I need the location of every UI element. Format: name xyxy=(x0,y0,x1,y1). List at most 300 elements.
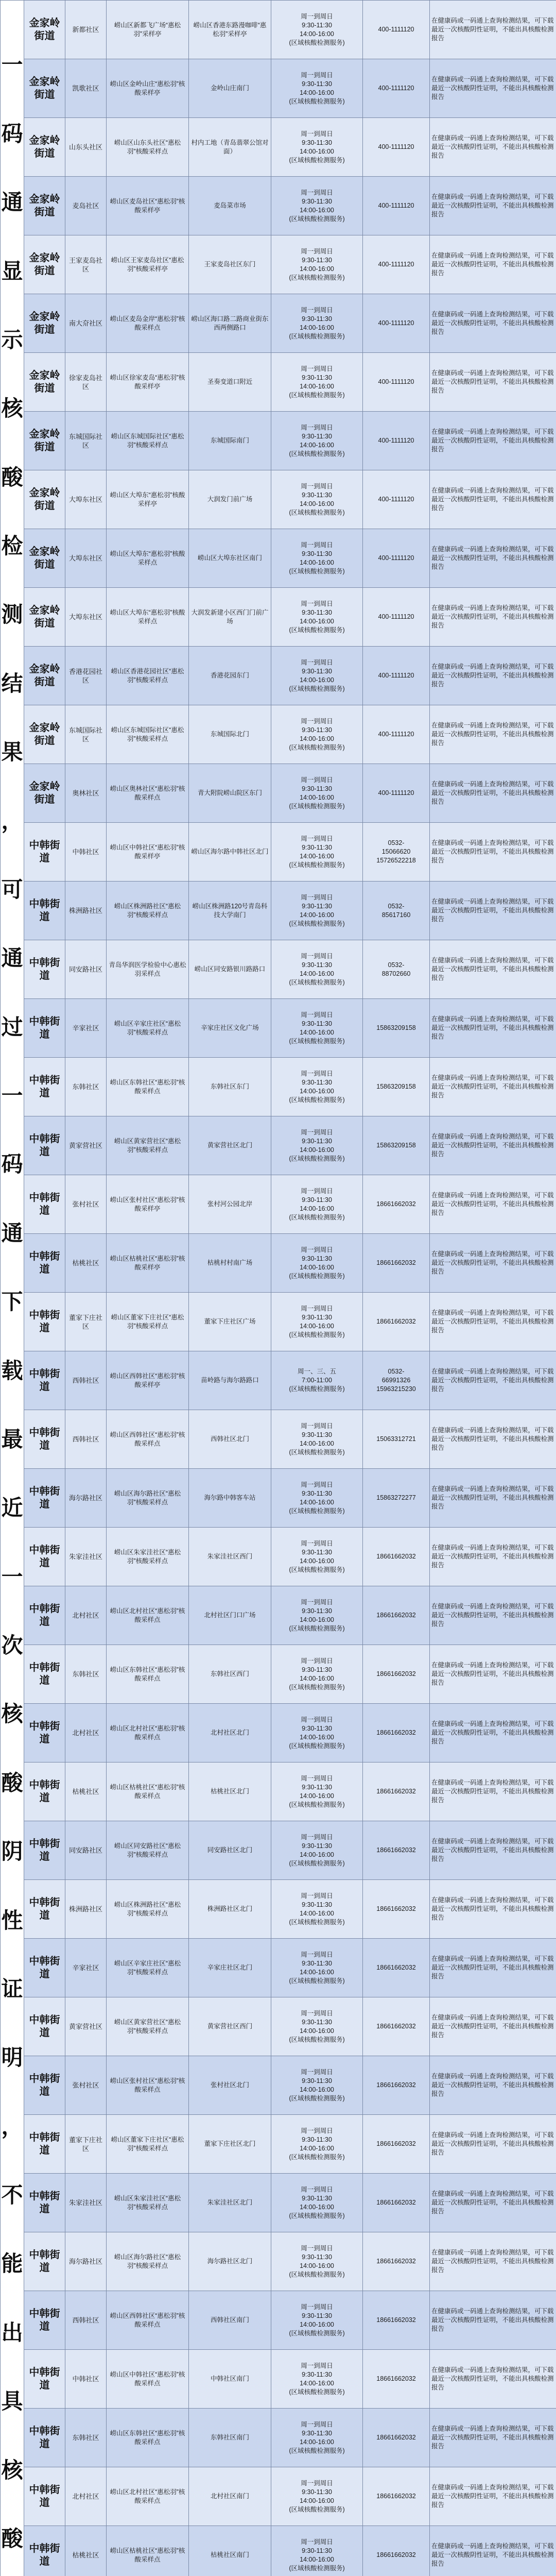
phone-cell: 400-1111120 xyxy=(363,764,430,823)
time-cell: 周一到周日 9:30-11:30 14:00-16:00 (区域核酸检测服务) xyxy=(271,1762,363,1821)
time-cell: 周一到周日 9:30-11:30 14:00-16:00 (区域核酸检测服务) xyxy=(271,1880,363,1939)
phone-cell: 400-1111120 xyxy=(363,118,430,177)
phone-cell: 400-1111120 xyxy=(363,588,430,647)
table-row xyxy=(1,1939,556,1997)
address-cell: 崂山区东城国际社区“惠松羽”核酸采样点 xyxy=(107,412,189,470)
note-cell: 在健康码或一码通上查询检测结果，可下载最近一次核酸阴性证明，不能出具核酸检测报告 xyxy=(430,235,556,294)
location-cell: 同安路社区北门 xyxy=(189,1821,271,1880)
address-cell: 崂山区西韩社区“惠松羽”核酸采样点 xyxy=(107,2291,189,2350)
side-banner-char: 码 xyxy=(1,121,23,146)
phone-cell: 400-1111120 xyxy=(363,705,430,764)
location-cell: 朱家洼社区北门 xyxy=(189,2174,271,2232)
location-cell: 中韩社区南门 xyxy=(189,2350,271,2409)
phone-cell: 400-1111120 xyxy=(363,235,430,294)
phone-cell: 18661662032 xyxy=(363,2350,430,2409)
street-cell: 中韩街道 xyxy=(24,2350,65,2409)
note-cell: 在健康码或一码通上查询检测结果，可下载最近一次核酸阴性证明，不能出具核酸检测报告 xyxy=(430,1,556,59)
street-cell: 中韩街道 xyxy=(24,2232,65,2291)
phone-cell: 18661662032 xyxy=(363,1528,430,1586)
note-cell: 在健康码或一码通上查询检测结果，可下载最近一次核酸阴性证明，不能出具核酸检测报告 xyxy=(430,1704,556,1762)
time-cell: 周一到周日 9:30-11:30 14:00-16:00 (区域核酸检测服务) xyxy=(271,1293,363,1351)
location-cell: 崂山区同安路银川路路口 xyxy=(189,940,271,999)
note-cell: 在健康码或一码通上查询检测结果，可下载最近一次核酸阴性证明，不能出具核酸检测报告 xyxy=(430,823,556,882)
community-cell: 南大夼社区 xyxy=(65,294,107,353)
side-banner-char: 通 xyxy=(1,945,23,971)
location-cell: 苗岭路与海尔路路口 xyxy=(189,1351,271,1410)
side-banner-char: 一 xyxy=(1,52,23,78)
community-cell: 北村社区 xyxy=(65,1704,107,1762)
address-cell: 崂山区王家麦岛社区“惠松羽”核酸采样亭 xyxy=(107,235,189,294)
location-cell: 枯桃社区北门 xyxy=(189,1762,271,1821)
location-cell: 村内工地（青岛翡翠公馆对面） xyxy=(189,118,271,177)
community-cell: 董家下庄社区 xyxy=(65,1293,107,1351)
location-cell: 东韩社区南门 xyxy=(189,2409,271,2467)
note-cell: 在健康码或一码通上查询检测结果，可下载最近一次核酸阴性证明，不能出具核酸检测报告 xyxy=(430,2409,556,2467)
phone-cell: 18661662032 xyxy=(363,1880,430,1939)
street-cell: 中韩街道 xyxy=(24,2291,65,2350)
table-row xyxy=(1,1116,556,1175)
street-cell: 中韩街道 xyxy=(24,1175,65,1234)
street-cell: 金家岭街道 xyxy=(24,118,65,177)
street-cell: 中韩街道 xyxy=(24,1821,65,1880)
street-cell: 金家岭街道 xyxy=(24,764,65,823)
street-cell: 中韩街道 xyxy=(24,1293,65,1351)
address-cell: 崂山区海尔路社区“惠松羽”核酸采样点 xyxy=(107,2232,189,2291)
address-cell: 崂山区中韩社区“惠松羽”核酸采样亭 xyxy=(107,823,189,882)
address-cell: 崂山区奥林社区“惠松羽”核酸采样点 xyxy=(107,764,189,823)
address-cell: 崂山区北村社区“惠松羽”核酸采样点 xyxy=(107,1586,189,1645)
table-row xyxy=(1,235,556,294)
table-row xyxy=(1,2409,556,2467)
address-cell: 崂山区董家下庄社区“惠松羽”核酸采样点 xyxy=(107,1293,189,1351)
street-cell: 金家岭街道 xyxy=(24,1,65,59)
time-cell: 周一到周日 9:30-11:30 14:00-16:00 (区域核酸检测服务) xyxy=(271,294,363,353)
side-banner-char: 能 xyxy=(1,2251,23,2277)
time-cell: 周一到周日 9:30-11:30 14:00-16:00 (区域核酸检测服务) xyxy=(271,470,363,529)
table-row xyxy=(1,294,556,353)
street-cell: 中韩街道 xyxy=(24,1880,65,1939)
street-cell: 中韩街道 xyxy=(24,1762,65,1821)
address-cell: 青岛华润医学检验中心惠松羽采样点 xyxy=(107,940,189,999)
side-banner-char: ， xyxy=(1,808,23,834)
table-row xyxy=(1,1762,556,1821)
table-row xyxy=(1,177,556,235)
time-cell: 周一到周日 9:30-11:30 14:00-16:00 (区域核酸检测服务) xyxy=(271,1116,363,1175)
table-row xyxy=(1,940,556,999)
community-cell: 朱家洼社区 xyxy=(65,1528,107,1586)
community-cell: 东韩社区 xyxy=(65,2409,107,2467)
note-cell: 在健康码或一码通上查询检测结果，可下载最近一次核酸阴性证明，不能出具核酸检测报告 xyxy=(430,1351,556,1410)
note-cell: 在健康码或一码通上查询检测结果，可下载最近一次核酸阴性证明，不能出具核酸检测报告 xyxy=(430,588,556,647)
street-cell: 中韩街道 xyxy=(24,1939,65,1997)
street-cell: 金家岭街道 xyxy=(24,588,65,647)
table-row xyxy=(1,1821,556,1880)
address-cell: 崂山区朱家洼社区“惠松羽”核酸采样点 xyxy=(107,1528,189,1586)
location-cell: 崂山区海尔路中韩社区北门 xyxy=(189,823,271,882)
location-cell: 东城国际北门 xyxy=(189,705,271,764)
table-row xyxy=(1,1704,556,1762)
time-cell: 周一到周日 9:30-11:30 14:00-16:00 (区域核酸检测服务) xyxy=(271,823,363,882)
address-cell: 崂山区麦岛金岸“惠松羽”核酸采样点 xyxy=(107,294,189,353)
street-cell: 中韩街道 xyxy=(24,1645,65,1704)
time-cell: 周一到周日 9:30-11:30 14:00-16:00 (区域核酸检测服务) xyxy=(271,59,363,118)
note-cell: 在健康码或一码通上查询检测结果，可下载最近一次核酸阴性证明，不能出具核酸检测报告 xyxy=(430,2174,556,2232)
time-cell: 周一到周日 9:30-11:30 14:00-16:00 (区域核酸检测服务) xyxy=(271,118,363,177)
address-cell: 崂山区山东头社区“惠松羽”核酸采样点 xyxy=(107,118,189,177)
community-cell: 徐家麦岛社区 xyxy=(65,353,107,412)
side-banner-char: 近 xyxy=(1,1495,23,1521)
community-cell: 北村社区 xyxy=(65,1586,107,1645)
time-cell: 周一到周日 9:30-11:30 14:00-16:00 (区域核酸检测服务) xyxy=(271,2174,363,2232)
community-cell: 中韩社区 xyxy=(65,823,107,882)
time-cell: 周一到周日 9:30-11:30 14:00-16:00 (区域核酸检测服务) xyxy=(271,999,363,1058)
street-cell: 中韩街道 xyxy=(24,2056,65,2115)
table-row xyxy=(1,2056,556,2115)
note-cell: 在健康码或一码通上查询检测结果，可下载最近一次核酸阴性证明，不能出具核酸检测报告 xyxy=(430,177,556,235)
time-cell: 周一到周日 9:30-11:30 14:00-16:00 (区域核酸检测服务) xyxy=(271,2291,363,2350)
note-cell: 在健康码或一码通上查询检测结果，可下载最近一次核酸阴性证明，不能出具核酸检测报告 xyxy=(430,2056,556,2115)
note-cell: 在健康码或一码通上查询检测结果，可下载最近一次核酸阴性证明，不能出具核酸检测报告 xyxy=(430,1645,556,1704)
phone-cell: 18661662032 xyxy=(363,1997,430,2056)
note-cell: 在健康码或一码通上查询检测结果，可下载最近一次核酸阴性证明，不能出具核酸检测报告 xyxy=(430,1939,556,1997)
note-cell: 在健康码或一码通上查询检测结果，可下载最近一次核酸阴性证明，不能出具核酸检测报告 xyxy=(430,1469,556,1528)
street-cell: 金家岭街道 xyxy=(24,353,65,412)
community-cell: 辛家社区 xyxy=(65,999,107,1058)
note-cell: 在健康码或一码通上查询检测结果，可下载最近一次核酸阴性证明，不能出具核酸检测报告 xyxy=(430,1586,556,1645)
street-cell: 中韩街道 xyxy=(24,2115,65,2174)
side-banner-char: 核 xyxy=(1,396,23,421)
community-cell: 同安路社区 xyxy=(65,1821,107,1880)
table-row xyxy=(1,1,556,59)
table-row xyxy=(1,353,556,412)
table-row xyxy=(1,470,556,529)
community-cell: 香港花园社区 xyxy=(65,647,107,705)
community-cell: 新都社区 xyxy=(65,1,107,59)
community-cell: 海尔路社区 xyxy=(65,1469,107,1528)
community-cell: 东城国际社区 xyxy=(65,412,107,470)
side-banner-char: 出 xyxy=(1,2319,23,2345)
address-cell: 崂山区北村社区“惠松羽”核酸采样点 xyxy=(107,2467,189,2526)
note-cell: 在健康码或一码通上查询检测结果，可下载最近一次核酸阴性证明，不能出具核酸检测报告 xyxy=(430,529,556,588)
phone-cell: 15863272277 xyxy=(363,1469,430,1528)
side-banner-char: 核 xyxy=(1,2457,23,2483)
phone-cell: 18661662032 xyxy=(363,2174,430,2232)
table-row xyxy=(1,2467,556,2526)
street-cell: 金家岭街道 xyxy=(24,705,65,764)
street-cell: 金家岭街道 xyxy=(24,59,65,118)
side-banner-char: 酸 xyxy=(1,2526,23,2551)
note-cell: 在健康码或一码通上查询检测结果，可下载最近一次核酸阴性证明，不能出具核酸检测报告 xyxy=(430,2467,556,2526)
street-cell: 金家岭街道 xyxy=(24,470,65,529)
street-cell: 金家岭街道 xyxy=(24,412,65,470)
street-cell: 中韩街道 xyxy=(24,1351,65,1410)
address-cell: 崂山区西韩社区“惠松羽”核酸采样点 xyxy=(107,1410,189,1469)
street-cell: 中韩街道 xyxy=(24,2467,65,2526)
address-cell: 崂山区大埠东“惠松羽”核酸采样点 xyxy=(107,588,189,647)
community-cell: 西韩社区 xyxy=(65,1351,107,1410)
time-cell: 周一到周日 9:30-11:30 14:00-16:00 (区域核酸检测服务) xyxy=(271,353,363,412)
community-cell: 董家下庄社区 xyxy=(65,2115,107,2174)
side-banner-char: 证 xyxy=(1,1976,23,2002)
note-cell: 在健康码或一码通上查询检测结果，可下载最近一次核酸阴性证明，不能出具核酸检测报告 xyxy=(430,353,556,412)
street-cell: 中韩街道 xyxy=(24,2174,65,2232)
time-cell: 周一到周日 9:30-11:30 14:00-16:00 (区域核酸检测服务) xyxy=(271,1058,363,1116)
street-cell: 金家岭街道 xyxy=(24,294,65,353)
side-banner-char: 明 xyxy=(1,2045,23,2071)
phone-cell: 0532- 15066620 15726522218 xyxy=(363,823,430,882)
time-cell: 周一到周日 9:30-11:30 14:00-16:00 (区域核酸检测服务) xyxy=(271,1586,363,1645)
note-cell: 在健康码或一码通上查询检测结果，可下载最近一次核酸阴性证明，不能出具核酸检测报告 xyxy=(430,1997,556,2056)
community-cell: 大埠东社区 xyxy=(65,470,107,529)
address-cell: 崂山区海尔路社区“惠松羽”核酸采样点 xyxy=(107,1469,189,1528)
time-cell: 周一到周日 9:30-11:30 14:00-16:00 (区域核酸检测服务) xyxy=(271,1645,363,1704)
street-cell: 中韩街道 xyxy=(24,1997,65,2056)
phone-cell: 18661662032 xyxy=(363,1645,430,1704)
note-cell: 在健康码或一码通上查询检测结果，可下载最近一次核酸阴性证明，不能出具核酸检测报告 xyxy=(430,1880,556,1939)
note-cell: 在健康码或一码通上查询检测结果，可下载最近一次核酸阴性证明，不能出具核酸检测报告 xyxy=(430,1234,556,1293)
time-cell: 周一到周日 9:30-11:30 14:00-16:00 (区域核酸检测服务) xyxy=(271,2115,363,2174)
time-cell: 周一到周日 9:30-11:30 14:00-16:00 (区域核酸检测服务) xyxy=(271,2232,363,2291)
side-banner-char: 酸 xyxy=(1,464,23,490)
location-cell: 东城国际南门 xyxy=(189,412,271,470)
community-cell: 王家麦岛社区 xyxy=(65,235,107,294)
note-cell: 在健康码或一码通上查询检测结果，可下载最近一次核酸阴性证明，不能出具核酸检测报告 xyxy=(430,2291,556,2350)
note-cell: 在健康码或一码通上查询检测结果，可下载最近一次核酸阴性证明，不能出具核酸检测报告 xyxy=(430,999,556,1058)
side-banner-char: 示 xyxy=(1,327,23,352)
side-banner-char: 下 xyxy=(1,1289,23,1315)
note-cell: 在健康码或一码通上查询检测结果，可下载最近一次核酸阴性证明，不能出具核酸检测报告 xyxy=(430,294,556,353)
side-banner-char: 显 xyxy=(1,258,23,284)
location-cell: 崂山区株洲路120号青岛科技大学南门 xyxy=(189,882,271,940)
phone-cell: 18661662032 xyxy=(363,2291,430,2350)
location-cell: 枯桃村村南广场 xyxy=(189,1234,271,1293)
community-cell: 海尔路社区 xyxy=(65,2232,107,2291)
street-cell: 中韩街道 xyxy=(24,1469,65,1528)
table-row xyxy=(1,882,556,940)
table-row xyxy=(1,2174,556,2232)
location-cell: 麦岛菜市场 xyxy=(189,177,271,235)
table-row xyxy=(1,1058,556,1116)
community-cell: 张村社区 xyxy=(65,2056,107,2115)
time-cell: 周一到周日 9:30-11:30 14:00-16:00 (区域核酸检测服务) xyxy=(271,1234,363,1293)
community-cell: 同安路社区 xyxy=(65,940,107,999)
street-cell: 金家岭街道 xyxy=(24,647,65,705)
time-cell: 周一到周日 9:30-11:30 14:00-16:00 (区域核酸检测服务) xyxy=(271,647,363,705)
table-row xyxy=(1,647,556,705)
street-cell: 中韩街道 xyxy=(24,1058,65,1116)
note-cell: 在健康码或一码通上查询检测结果，可下载最近一次核酸阴性证明，不能出具核酸检测报告 xyxy=(430,1116,556,1175)
table-row xyxy=(1,1234,556,1293)
time-cell: 周一到周日 9:30-11:30 14:00-16:00 (区域核酸检测服务) xyxy=(271,2409,363,2467)
phone-cell: 15063312721 xyxy=(363,1410,430,1469)
community-cell: 大埠东社区 xyxy=(65,529,107,588)
table-row xyxy=(1,705,556,764)
community-cell: 北村社区 xyxy=(65,2467,107,2526)
table-row xyxy=(1,2291,556,2350)
side-banner-char: 性 xyxy=(1,1907,23,1933)
street-cell: 中韩街道 xyxy=(24,1528,65,1586)
note-cell: 在健康码或一码通上查询检测结果，可下载最近一次核酸阴性证明，不能出具核酸检测报告 xyxy=(430,59,556,118)
phone-cell: 400-1111120 xyxy=(363,294,430,353)
note-cell: 在健康码或一码通上查询检测结果，可下载最近一次核酸阴性证明，不能出具核酸检测报告 xyxy=(430,764,556,823)
street-cell: 金家岭街道 xyxy=(24,177,65,235)
location-cell: 黄家营社区西门 xyxy=(189,1997,271,2056)
note-cell: 在健康码或一码通上查询检测结果，可下载最近一次核酸阴性证明，不能出具核酸检测报告 xyxy=(430,1762,556,1821)
time-cell: 周一到周日 9:30-11:30 14:00-16:00 (区域核酸检测服务) xyxy=(271,1175,363,1234)
phone-cell: 18661662032 xyxy=(363,1939,430,1997)
street-cell: 中韩街道 xyxy=(24,1116,65,1175)
table-row xyxy=(1,1880,556,1939)
side-banner-char: ， xyxy=(1,2113,23,2139)
location-cell: 海尔路社区北门 xyxy=(189,2232,271,2291)
location-cell: 枯桃社区南门 xyxy=(189,2526,271,2576)
community-cell: 黄家营社区 xyxy=(65,1116,107,1175)
time-cell: 周一到周日 9:30-11:30 14:00-16:00 (区域核酸检测服务) xyxy=(271,1997,363,2056)
street-cell: 中韩街道 xyxy=(24,2409,65,2467)
community-cell: 枯桃社区 xyxy=(65,2526,107,2576)
table-row xyxy=(1,588,556,647)
note-cell: 在健康码或一码通上查询检测结果，可下载最近一次核酸阴性证明，不能出具核酸检测报告 xyxy=(430,1058,556,1116)
address-cell: 崂山区张村社区“惠松羽”核酸采样点 xyxy=(107,2056,189,2115)
location-cell: 董家下庄社区北门 xyxy=(189,2115,271,2174)
phone-cell: 18661662032 xyxy=(363,2115,430,2174)
time-cell: 周一到周日 9:30-11:30 14:00-16:00 (区域核酸检测服务) xyxy=(271,412,363,470)
location-cell: 青大附院崂山院区东门 xyxy=(189,764,271,823)
side-banner-char: 过 xyxy=(1,1014,23,1040)
time-cell: 周一到周日 9:30-11:30 14:00-16:00 (区域核酸检测服务) xyxy=(271,1704,363,1762)
location-cell: 辛家庄社区北门 xyxy=(189,1939,271,1997)
note-cell: 在健康码或一码通上查询检测结果，可下载最近一次核酸阴性证明，不能出具核酸检测报告 xyxy=(430,1293,556,1351)
address-cell: 崂山区枯桃社区“惠松羽”核酸采样点 xyxy=(107,2526,189,2576)
table-row xyxy=(1,1997,556,2056)
table-row xyxy=(1,2115,556,2174)
location-cell: 香港花园东门 xyxy=(189,647,271,705)
location-cell: 株洲路社区北门 xyxy=(189,1880,271,1939)
street-cell: 中韩街道 xyxy=(24,882,65,940)
address-cell: 崂山区东韩社区“惠松羽”核酸采样点 xyxy=(107,2409,189,2467)
note-cell: 在健康码或一码通上查询检测结果，可下载最近一次核酸阴性证明，不能出具核酸检测报告 xyxy=(430,940,556,999)
location-cell: 崂山区香港东路漫咖啡“惠松羽”采样亭 xyxy=(189,1,271,59)
side-banner-char: 测 xyxy=(1,602,23,628)
address-cell: 崂山区大埠东“惠松羽”核酸采样点 xyxy=(107,529,189,588)
time-cell: 周一到周日 9:30-11:30 14:00-16:00 (区域核酸检测服务) xyxy=(271,1821,363,1880)
table-row xyxy=(1,764,556,823)
address-cell: 崂山区株洲路社区“惠松羽”核酸采样点 xyxy=(107,882,189,940)
note-cell: 在健康码或一码通上查询检测结果，可下载最近一次核酸阴性证明，不能出具核酸检测报告 xyxy=(430,412,556,470)
note-cell: 在健康码或一码通上查询检测结果，可下载最近一次核酸阴性证明，不能出具核酸检测报告 xyxy=(430,1175,556,1234)
street-cell: 中韩街道 xyxy=(24,2526,65,2576)
side-banner-char: 通 xyxy=(1,1220,23,1246)
side-banner-char: 不 xyxy=(1,2182,23,2208)
side-banner-char: 次 xyxy=(1,1633,23,1658)
table-row xyxy=(1,1293,556,1351)
side-banner-char: 阴 xyxy=(1,1839,23,1865)
street-cell: 金家岭街道 xyxy=(24,235,65,294)
table-row xyxy=(1,1351,556,1410)
location-cell: 崂山区大埠东社区南门 xyxy=(189,529,271,588)
note-cell: 在健康码或一码通上查询检测结果，可下载最近一次核酸阴性证明，不能出具核酸检测报告 xyxy=(430,1821,556,1880)
table-row xyxy=(1,59,556,118)
phone-cell: 18661662032 xyxy=(363,2232,430,2291)
community-cell: 东韩社区 xyxy=(65,1645,107,1704)
phone-cell: 400-1111120 xyxy=(363,59,430,118)
phone-cell: 400-1111120 xyxy=(363,177,430,235)
address-cell: 崂山区新都飞广场“惠松羽”采样亭 xyxy=(107,1,189,59)
time-cell: 周一到周日 9:30-11:30 14:00-16:00 (区域核酸检测服务) xyxy=(271,1410,363,1469)
side-banner-char: 载 xyxy=(1,1358,23,1383)
location-cell: 西韩社区北门 xyxy=(189,1410,271,1469)
phone-cell: 18661662032 xyxy=(363,2467,430,2526)
table-row xyxy=(1,118,556,177)
street-cell: 中韩街道 xyxy=(24,823,65,882)
time-cell: 周一到周日 9:30-11:30 14:00-16:00 (区域核酸检测服务) xyxy=(271,1469,363,1528)
location-cell: 北村社区南门 xyxy=(189,2467,271,2526)
note-cell: 在健康码或一码通上查询检测结果，可下载最近一次核酸阴性证明，不能出具核酸检测报告 xyxy=(430,470,556,529)
location-cell: 张村社区北门 xyxy=(189,2056,271,2115)
address-cell: 崂山区西韩社区“惠松羽”核酸采样亭 xyxy=(107,1351,189,1410)
location-cell: 北村社区门口广场 xyxy=(189,1586,271,1645)
street-cell: 中韩街道 xyxy=(24,1234,65,1293)
address-cell: 崂山区枯桃社区“惠松羽”核酸采样点 xyxy=(107,1762,189,1821)
community-cell: 中韩社区 xyxy=(65,2350,107,2409)
address-cell: 崂山区大埠东“惠松羽”核酸采样亭 xyxy=(107,470,189,529)
address-cell: 崂山区中韩社区“惠松羽”核酸采样点 xyxy=(107,2350,189,2409)
note-cell: 在健康码或一码通上查询检测结果，可下载最近一次核酸阴性证明，不能出具核酸检测报告 xyxy=(430,647,556,705)
address-cell: 崂山区黄家营社区“惠松羽”核酸采样点 xyxy=(107,1116,189,1175)
street-cell: 中韩街道 xyxy=(24,1410,65,1469)
side-banner-char: 酸 xyxy=(1,1770,23,1795)
phone-cell: 18661662032 xyxy=(363,1586,430,1645)
phone-cell: 400-1111120 xyxy=(363,353,430,412)
phone-cell: 400-1111120 xyxy=(363,412,430,470)
time-cell: 周一到周日 9:30-11:30 14:00-16:00 (区域核酸检测服务) xyxy=(271,764,363,823)
time-cell: 周一到周日 9:30-11:30 14:00-16:00 (区域核酸检测服务) xyxy=(271,177,363,235)
location-cell: 金岭山庄南门 xyxy=(189,59,271,118)
phone-cell: 18661662032 xyxy=(363,2526,430,2576)
table-row xyxy=(1,2232,556,2291)
address-cell: 崂山区董家下庄社区“惠松羽”核酸采样点 xyxy=(107,2115,189,2174)
location-cell: 圣奏变道口附近 xyxy=(189,353,271,412)
community-cell: 辛家社区 xyxy=(65,1939,107,1997)
table-row xyxy=(1,1528,556,1586)
address-cell: 崂山区黄家营社区“惠松羽”核酸采样点 xyxy=(107,1997,189,2056)
location-cell: 黄家营社区北门 xyxy=(189,1116,271,1175)
community-cell: 麦岛社区 xyxy=(65,177,107,235)
community-cell: 西韩社区 xyxy=(65,2291,107,2350)
address-cell: 崂山区金岭山庄“惠松羽”核酸采样亭 xyxy=(107,59,189,118)
address-cell: 崂山区东城国际社区“惠松羽”核酸采样点 xyxy=(107,705,189,764)
table-row xyxy=(1,2526,556,2576)
note-cell: 在健康码或一码通上查询检测结果，可下载最近一次核酸阴性证明，不能出具核酸检测报告 xyxy=(430,2232,556,2291)
time-cell: 周一到周日 9:30-11:30 14:00-16:00 (区域核酸检测服务) xyxy=(271,235,363,294)
note-cell: 在健康码或一码通上查询检测结果，可下载最近一次核酸阴性证明，不能出具核酸检测报告 xyxy=(430,1528,556,1586)
phone-cell: 0532- 88702660 xyxy=(363,940,430,999)
table-row xyxy=(1,1410,556,1469)
note-cell: 在健康码或一码通上查询检测结果，可下载最近一次核酸阴性证明，不能出具核酸检测报告 xyxy=(430,2350,556,2409)
time-cell: 周一到周日 9:30-11:30 14:00-16:00 (区域核酸检测服务) xyxy=(271,2526,363,2576)
location-cell: 崂山区海口路二路商业街东西两侧路口 xyxy=(189,294,271,353)
side-banner-char: 一 xyxy=(1,1564,23,1589)
community-cell: 株洲路社区 xyxy=(65,1880,107,1939)
community-cell: 西韩社区 xyxy=(65,1410,107,1469)
location-cell: 张村河公园北岸 xyxy=(189,1175,271,1234)
location-cell: 西韩社区南门 xyxy=(189,2291,271,2350)
community-cell: 东城国际社区 xyxy=(65,705,107,764)
location-cell: 北村社区北门 xyxy=(189,1704,271,1762)
location-cell: 海尔路中韩客车站 xyxy=(189,1469,271,1528)
side-banner-char: 检 xyxy=(1,533,23,558)
location-cell: 辛家庄社区文化广场 xyxy=(189,999,271,1058)
